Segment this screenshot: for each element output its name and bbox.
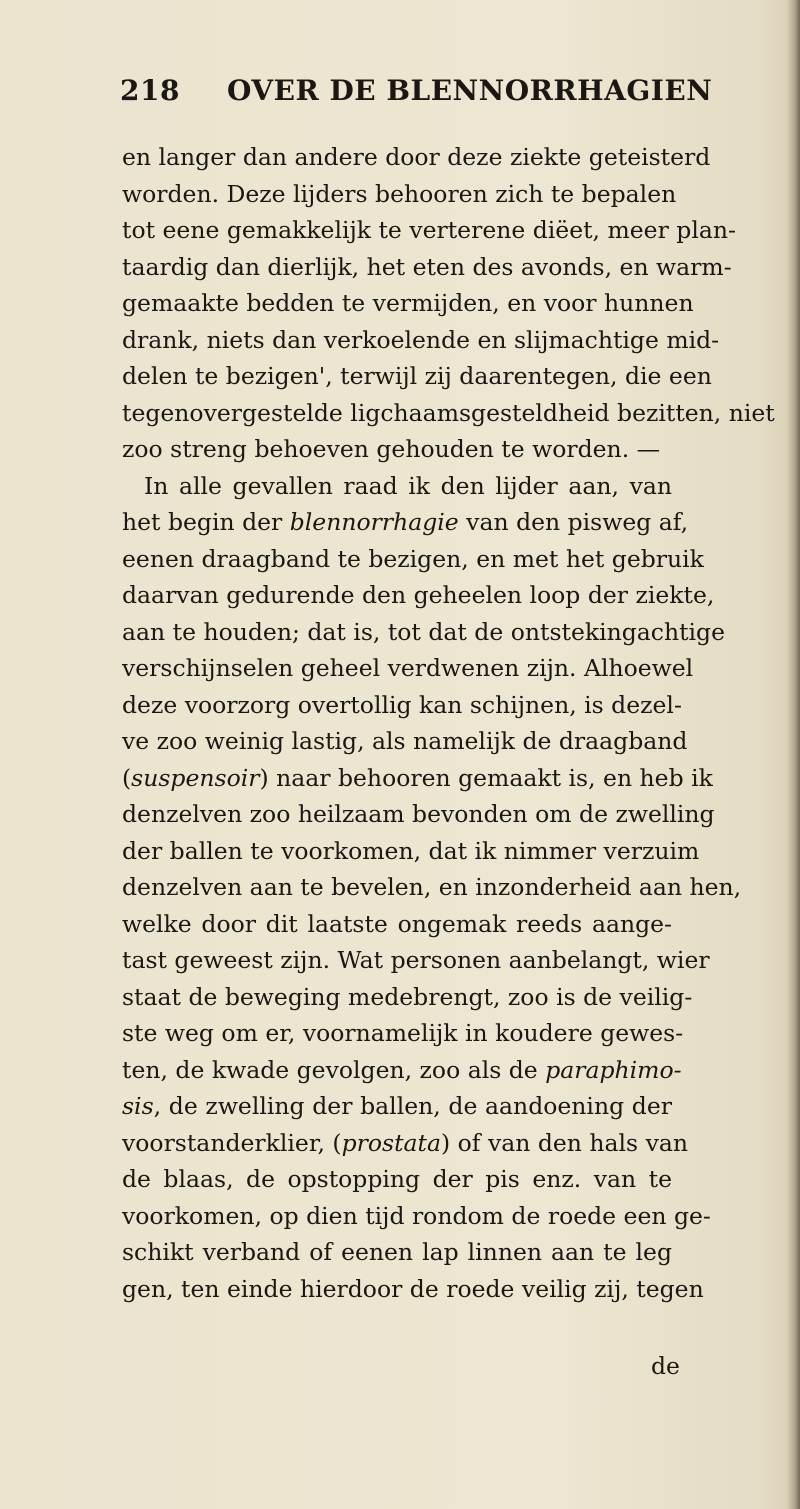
italic-term: prostata [341, 1128, 441, 1157]
catchword: de [651, 1352, 680, 1380]
line-text: het begin der [122, 508, 290, 536]
text-line [122, 358, 712, 395]
body-text [122, 139, 775, 1307]
text-line [122, 285, 694, 322]
text-line [122, 760, 713, 797]
page-edge-shadow [786, 0, 800, 1509]
line-text: tot eene gemakkelijk te verterene diëet, meer plan- [122, 216, 736, 244]
line-text: aan te houden; dat is, tot dat de ontstekingachtige [122, 617, 726, 646]
text-line [122, 139, 711, 176]
text-line [122, 1088, 672, 1125]
text-line [122, 249, 732, 286]
line-text: staat de beweging medebrengt, zoo is de veilig- [122, 982, 693, 1011]
italic-term: sis [122, 1092, 154, 1120]
line-text: welke door dit laatste ongemak reeds aange- [122, 909, 672, 938]
italic-term: blennorrhagie [289, 508, 459, 536]
line-text: voorkomen, op dien tijd rondom de roede een ge- [122, 1201, 711, 1230]
line-text: drank, niets dan verkoelende en slijmachtige mid- [122, 325, 720, 354]
text-line [122, 1125, 688, 1162]
line-text: daarvan gedurende den geheelen loop der ziekte, [122, 581, 715, 609]
text-line [122, 176, 677, 213]
text-line [122, 942, 710, 979]
line-text: tegenovergestelde ligchaamsgesteldheid bezitten, niet [122, 398, 775, 427]
running-head: OVER DE BLENNORRHAGIEN [227, 74, 713, 107]
line-text: , de zwelling der ballen, de aandoening der [153, 1092, 672, 1120]
page-number: 218 [120, 74, 180, 107]
line-text: gemaakte bedden te vermijden, en voor hunnen [122, 289, 694, 317]
line-text: eenen draagband te bezigen, en met het gebruik [122, 544, 704, 573]
line-text: ste weg om er, voornamelijk in koudere gewes- [122, 1019, 684, 1047]
line-text: de blaas, de opstopping der pis enz. van te [122, 1165, 672, 1193]
line-text: delen te bezigen', terwijl zij daarentegen, die een [122, 362, 712, 390]
text-line [122, 1161, 672, 1198]
text-line [122, 431, 672, 468]
text-line [122, 687, 682, 724]
line-text: worden. Deze lijders behooren zich te bepalen [122, 179, 677, 208]
line-text: zoo streng behoeven gehouden te worden. — [122, 435, 661, 463]
text-line [122, 322, 720, 359]
line-text: van den pisweg af, [458, 508, 689, 536]
line-text: ( [122, 763, 132, 792]
text-line [122, 395, 775, 432]
text-line [122, 577, 715, 614]
line-text: ) of van den hals van [440, 1128, 688, 1157]
text-line [122, 541, 704, 578]
text-line [122, 723, 688, 760]
line-text: der ballen te voorkomen, dat ik nimmer verzuim [122, 836, 700, 865]
line-text: schikt verband of eenen lap linnen aan te leg [122, 1238, 672, 1266]
text-line [122, 869, 742, 906]
line-text: denzelven aan te bevelen, en inzonderheid aan hen, [122, 873, 742, 901]
text-line [122, 212, 736, 249]
italic-term: suspensoir [131, 763, 260, 792]
line-text: gen, ten einde hierdoor de roede veilig zij, tegen [122, 1274, 704, 1303]
text-line [122, 979, 693, 1016]
text-line [122, 504, 689, 541]
line-text: deze voorzorg overtollig kan schijnen, is dezel- [122, 690, 682, 719]
line-text: taardig dan dierlijk, het eten des avonds, en warm- [122, 252, 732, 281]
line-text: In alle gevallen raad ik den lijder aan, van [144, 471, 672, 500]
text-line [122, 833, 700, 870]
text-line [122, 468, 672, 505]
text-line [122, 1271, 704, 1308]
text-line [122, 796, 715, 833]
text-line [122, 1198, 711, 1235]
text-line [122, 1015, 684, 1052]
text-line [122, 614, 726, 651]
line-text: verschijnselen geheel verdwenen zijn. Alhoewel [122, 654, 694, 682]
line-text: en langer dan andere door deze ziekte geteisterd [122, 143, 711, 171]
page-header [120, 74, 713, 114]
text-line [122, 650, 694, 687]
line-text: ten, de kwade gevolgen, zoo als de [122, 1055, 546, 1084]
text-line [122, 906, 672, 943]
line-text: voorstanderklier, ( [122, 1128, 342, 1157]
italic-term: paraphimo- [545, 1055, 682, 1084]
text-line [122, 1052, 682, 1089]
line-text: tast geweest zijn. Wat personen aanbelangt, wier [122, 946, 710, 974]
line-text: ve zoo weinig lastig, als namelijk de draagband [122, 727, 688, 755]
text-line [122, 1234, 672, 1271]
line-text: ) naar behooren gemaakt is, en heb ik [259, 763, 713, 792]
line-text: denzelven zoo heilzaam bevonden om de zwelling [122, 800, 715, 828]
